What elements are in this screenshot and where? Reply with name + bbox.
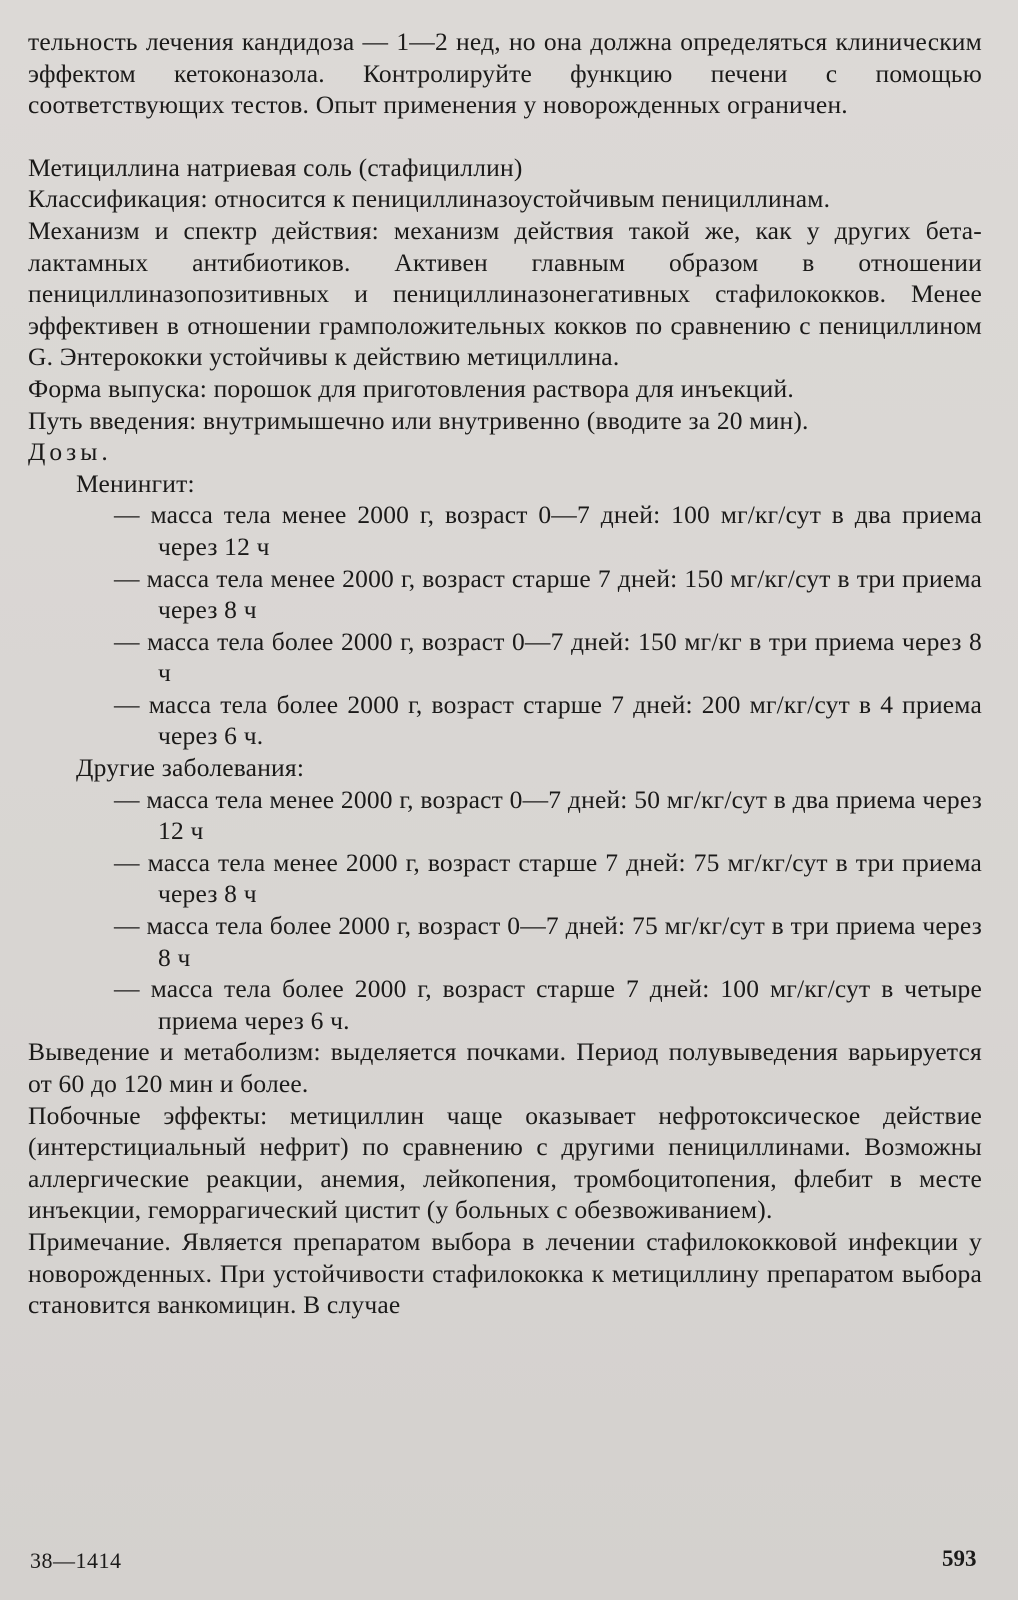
mechanism-paragraph: Механизм и спектр действия: механизм действия такой же, как у других бета-лактамных антибиотиков. Активен главным образом в отношении пенициллиназопозитивных и пенициллиназонегативных стафилококков. Менее эффективен в отношении грамположительных кокков по сравнению с пенициллином G. Энтерококки устойчивы к действию метициллина. [28, 215, 982, 372]
meningitis-dose-item: — масса тела более 2000 г, возраст 0—7 дней: 150 мг/кг в три приема через 8 ч [114, 626, 982, 688]
paragraph-gap [28, 121, 982, 152]
route-paragraph: Путь введения: внутримышечно или внутривенно (вводите за 20 мин). [28, 405, 809, 435]
excretion-paragraph: Выведение и метаболизм: выделяется почками. Период полувыведения варьируется от 60 до 120 мин и более. [28, 1037, 982, 1098]
intro-paragraph: тельность лечения кандидоза — 1—2 нед, но она должна определяться клиническим эффектом кетоконазола. Контролируйте функцию печени с помощью соответствующих тестов. Опыт применения у новорожденных ограничен. [28, 27, 982, 120]
other-dose-item: — масса тела менее 2000 г, возраст старше 7 дней: 75 мг/кг/сут в три приема через 8 ч [114, 847, 982, 909]
meningitis-heading: Менингит: [76, 468, 195, 498]
classification-paragraph: Классификация: относится к пенициллиназоустойчивым пенициллинам. [28, 184, 831, 214]
other-diseases-heading: Другие заболевания: [76, 753, 305, 783]
meningitis-dose-item: — масса тела более 2000 г, возраст старше 7 дней: 200 мг/кг/сут в 4 приема через 6 ч. [114, 689, 982, 751]
other-dose-item: — масса тела менее 2000 г, возраст 0—7 дней: 50 мг/кг/сут в два приема через 12 ч [114, 784, 982, 846]
page-body [28, 26, 982, 1321]
side-effects-paragraph: Побочные эффекты: метициллин чаще оказывает нефротоксическое действие (интерстициальный нефрит) по сравнению с другими пенициллинами. Возможны аллергические реакции, анемия, лейкопения, тромбоцитопения, флебит в месте инъекции, геморрагический цистит (у больных с обезвоживанием). [28, 1100, 982, 1225]
page-number: 593 [942, 1546, 977, 1571]
meningitis-dose-item: — масса тела менее 2000 г, возраст 0—7 дней: 100 мг/кг/сут в два приема через 12 ч [114, 500, 982, 561]
other-dose-item: — масса тела более 2000 г, возраст старше 7 дней: 100 мг/кг/сут в четыре приема через 6 ч. [114, 974, 982, 1035]
note-paragraph: Примечание. Является препаратом выбора в лечении стафилококковой инфекции у новорожденных. При устойчивости стафилококка к метициллину препаратом выбора становится ванкомицин. В случае [28, 1226, 982, 1320]
meningitis-dose-item: — масса тела менее 2000 г, возраст старше 7 дней: 150 мг/кг/сут в три приема через 8 ч [114, 563, 982, 625]
other-dose-item: — масса тела более 2000 г, возраст 0—7 дней: 75 мг/кг/сут в три приема через 8 ч [114, 911, 982, 972]
drug-title: Метициллина натриевая соль (стафициллин) [28, 152, 523, 182]
printer-signature: 38—1414 [30, 1548, 122, 1573]
form-paragraph: Форма выпуска: порошок для приготовления раствора для инъекций. [28, 373, 794, 403]
doses-heading: Дозы. [28, 437, 112, 467]
